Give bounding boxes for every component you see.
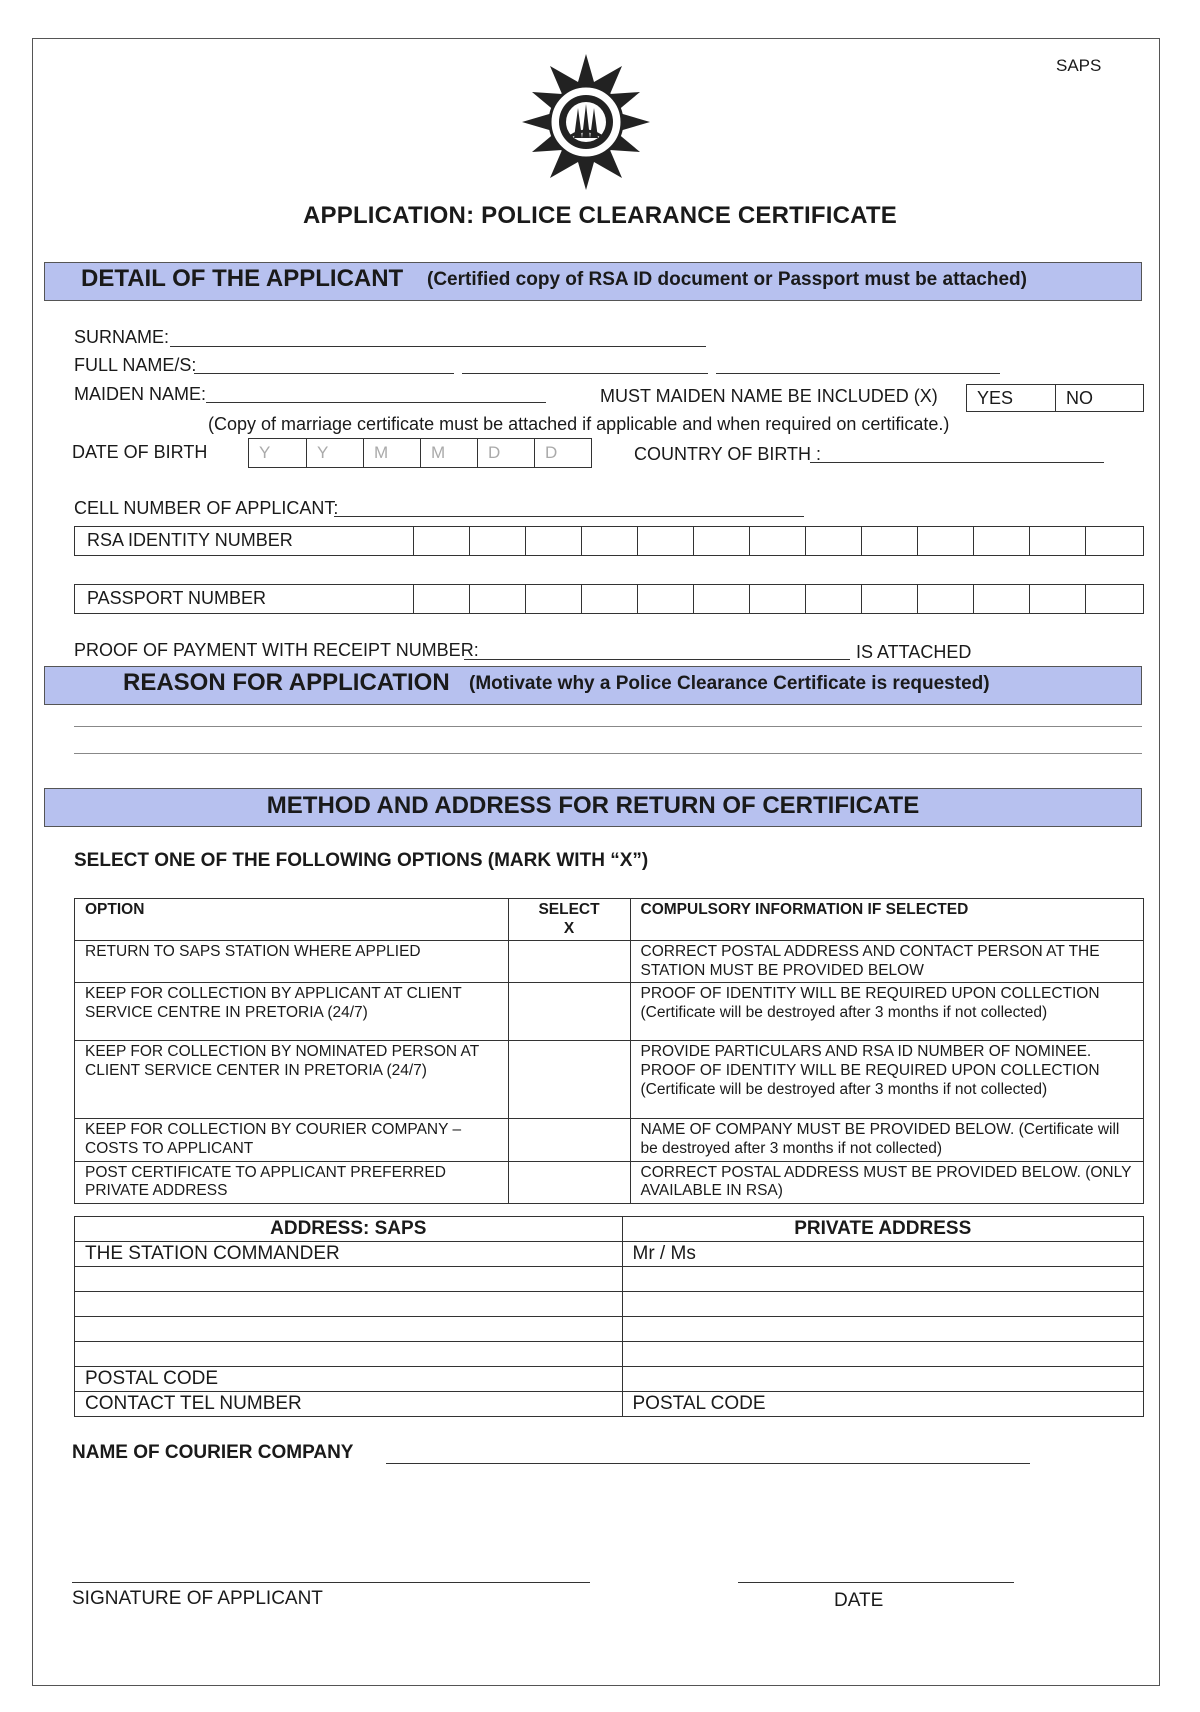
private-address-line[interactable]: [622, 1292, 1144, 1317]
applicant-band-note: (Certified copy of RSA ID document or Passport must be attached): [427, 269, 1027, 290]
private-address-line[interactable]: [622, 1342, 1144, 1367]
select-header: [508, 899, 630, 941]
maiden-name-field[interactable]: [206, 402, 546, 403]
reason-band-note: (Motivate why a Police Clearance Certificate is requested): [469, 673, 990, 694]
saps-address-line[interactable]: [75, 1267, 623, 1292]
option-header: OPTION: [75, 899, 509, 941]
options-header-row: [75, 899, 1144, 941]
address-header-row: [75, 1217, 1144, 1242]
info-text: NAME OF COMPANY MUST BE PROVIDED BELOW. (Certificate will be destroyed after 3 months if not collected): [630, 1119, 1144, 1161]
address-row: [75, 1392, 1144, 1417]
passport-number-label: PASSPORT NUMBER: [87, 588, 267, 608]
id-digit-box[interactable]: [861, 527, 917, 555]
station-commander-cell: THE STATION COMMANDER: [75, 1242, 623, 1267]
id-digit-box[interactable]: [805, 527, 861, 555]
table-row: [75, 1119, 1144, 1161]
id-digit-box[interactable]: [1029, 527, 1085, 555]
saps-address-header: ADDRESS: SAPS: [75, 1217, 623, 1242]
applicant-section-band: [44, 262, 1142, 301]
contact-tel-cell[interactable]: CONTACT TEL NUMBER: [75, 1392, 623, 1417]
private-address-line[interactable]: [622, 1367, 1144, 1392]
id-digit-box[interactable]: [413, 527, 469, 555]
saps-postal-code-cell[interactable]: POSTAL CODE: [75, 1367, 623, 1392]
reason-band-title: REASON FOR APPLICATION: [123, 669, 450, 696]
courier-label: NAME OF COURIER COMPANY: [72, 1442, 354, 1463]
applicant-band-title: DETAIL OF THE APPLICANT: [81, 265, 404, 292]
select-cell[interactable]: [508, 1119, 630, 1161]
table-row: [75, 983, 1144, 1041]
passport-digit-box[interactable]: [525, 585, 581, 613]
passport-digit-box[interactable]: [861, 585, 917, 613]
saps-address-line[interactable]: [75, 1317, 623, 1342]
id-number-row: [74, 526, 1144, 556]
dob-day-box[interactable]: D: [534, 439, 591, 467]
info-header: COMPULSORY INFORMATION IF SELECTED: [630, 899, 1144, 941]
dob-month-box[interactable]: M: [420, 439, 477, 467]
marriage-note: (Copy of marriage certificate must be attached if applicable and when required on certificate.): [208, 414, 950, 434]
dob-label: DATE OF BIRTH: [72, 442, 208, 462]
payment-label: PROOF OF PAYMENT WITH RECEIPT NUMBER:: [74, 640, 479, 660]
table-row: [75, 941, 1144, 983]
passport-digit-box[interactable]: [917, 585, 973, 613]
full-name-field-3[interactable]: [716, 373, 1000, 374]
receipt-number-field[interactable]: [464, 659, 850, 660]
id-digit-box[interactable]: [637, 527, 693, 555]
option-text: KEEP FOR COLLECTION BY COURIER COMPANY – COSTS TO APPLICANT: [75, 1119, 509, 1161]
method-instruction: SELECT ONE OF THE FOLLOWING OPTIONS (MARK WITH “X”): [74, 850, 649, 871]
info-text: PROOF OF IDENTITY WILL BE REQUIRED UPON COLLECTION (Certificate will be destroyed after 3 months if not collected): [630, 983, 1144, 1041]
cell-number-field[interactable]: [334, 516, 804, 517]
select-cell[interactable]: [508, 1041, 630, 1119]
maiden-yes-no-boxes: [966, 384, 1144, 412]
passport-digit-box[interactable]: [1085, 585, 1141, 613]
private-address-line[interactable]: [622, 1267, 1144, 1292]
maiden-no-box[interactable]: NO: [1055, 385, 1143, 411]
passport-number-row: [74, 584, 1144, 614]
passport-digit-box[interactable]: [805, 585, 861, 613]
id-digit-box[interactable]: [917, 527, 973, 555]
saps-corner-label: SAPS: [1056, 56, 1102, 75]
id-digit-box[interactable]: [749, 527, 805, 555]
passport-digit-box[interactable]: [469, 585, 525, 613]
signature-line[interactable]: [72, 1582, 590, 1583]
passport-digit-box[interactable]: [693, 585, 749, 613]
option-text: KEEP FOR COLLECTION BY NOMINATED PERSON AT CLIENT SERVICE CENTER IN PRETORIA (24/7): [75, 1041, 509, 1119]
private-address-header: PRIVATE ADDRESS: [622, 1217, 1144, 1242]
reason-section-band: [44, 666, 1142, 705]
reason-line-2[interactable]: [74, 753, 1142, 754]
id-digit-box[interactable]: [525, 527, 581, 555]
address-row: [75, 1317, 1144, 1342]
saps-address-line[interactable]: [75, 1342, 623, 1367]
id-digit-box[interactable]: [693, 527, 749, 555]
full-name-field-2[interactable]: [462, 373, 708, 374]
select-header-label: SELECT: [538, 901, 600, 918]
id-digit-box[interactable]: [581, 527, 637, 555]
passport-digit-box[interactable]: [973, 585, 1029, 613]
dob-year-box[interactable]: Y: [259, 443, 271, 462]
date-label: DATE: [834, 1590, 884, 1611]
payment-suffix: IS ATTACHED: [856, 642, 972, 662]
option-text: RETURN TO SAPS STATION WHERE APPLIED: [75, 941, 509, 983]
select-header-mark: X: [563, 919, 575, 937]
passport-digit-box[interactable]: [749, 585, 805, 613]
country-of-birth-field[interactable]: [810, 462, 1104, 463]
table-row: [75, 1161, 1144, 1203]
dob-month-box[interactable]: M: [363, 439, 420, 467]
options-table: [74, 898, 1144, 1204]
courier-company-field[interactable]: [386, 1463, 1030, 1464]
full-names-label: FULL NAME/S:: [74, 355, 197, 375]
id-number-label: RSA IDENTITY NUMBER: [87, 530, 293, 550]
full-name-field-1[interactable]: [194, 373, 454, 374]
maiden-yes-box[interactable]: YES: [977, 388, 1014, 408]
maiden-name-label: MAIDEN NAME:: [74, 384, 207, 404]
passport-digit-box[interactable]: [637, 585, 693, 613]
dob-boxes: [248, 438, 592, 468]
info-text: PROVIDE PARTICULARS AND RSA ID NUMBER OF NOMINEE. PROOF OF IDENTITY WILL BE REQUIRED UPON COLLECTION (Certificate will be destroyed after 3 months if not collected): [630, 1041, 1144, 1119]
saps-star-emblem-icon: [516, 52, 656, 192]
form-title: APPLICATION: POLICE CLEARANCE CERTIFICATE: [303, 202, 897, 229]
address-row: [75, 1342, 1144, 1367]
id-digit-box[interactable]: [469, 527, 525, 555]
address-row: [75, 1292, 1144, 1317]
cell-number-label: CELL NUMBER OF APPLICANT:: [74, 498, 339, 518]
private-address-line[interactable]: [622, 1317, 1144, 1342]
maiden-question: MUST MAIDEN NAME BE INCLUDED (X): [600, 386, 938, 406]
id-digit-box[interactable]: [1085, 527, 1141, 555]
mr-ms-cell[interactable]: Mr / Ms: [622, 1242, 1144, 1267]
dob-year-box[interactable]: Y: [306, 439, 363, 467]
select-cell[interactable]: [508, 1161, 630, 1203]
passport-digit-box[interactable]: [581, 585, 637, 613]
private-postal-code-cell[interactable]: POSTAL CODE: [622, 1392, 1144, 1417]
address-row: [75, 1267, 1144, 1292]
reason-line-1[interactable]: [74, 726, 1142, 727]
date-line[interactable]: [738, 1582, 1014, 1583]
info-text: CORRECT POSTAL ADDRESS MUST BE PROVIDED BELOW. (ONLY AVAILABLE IN RSA): [630, 1161, 1144, 1203]
select-cell[interactable]: [508, 941, 630, 983]
select-cell[interactable]: [508, 983, 630, 1041]
method-band-title: METHOD AND ADDRESS FOR RETURN OF CERTIFICATE: [266, 792, 920, 819]
passport-digit-box[interactable]: [413, 585, 469, 613]
address-table: [74, 1216, 1144, 1417]
info-text: CORRECT POSTAL ADDRESS AND CONTACT PERSON AT THE STATION MUST BE PROVIDED BELOW: [630, 941, 1144, 983]
id-digit-box[interactable]: [973, 527, 1029, 555]
address-row: [75, 1367, 1144, 1392]
dob-day-box[interactable]: D: [477, 439, 534, 467]
surname-label: SURNAME:: [74, 327, 170, 347]
saps-address-line[interactable]: [75, 1292, 623, 1317]
option-text: POST CERTIFICATE TO APPLICANT PREFERRED PRIVATE ADDRESS: [75, 1161, 509, 1203]
table-row: [75, 1041, 1144, 1119]
address-row: [75, 1242, 1144, 1267]
surname-field[interactable]: [170, 346, 706, 347]
option-text: KEEP FOR COLLECTION BY APPLICANT AT CLIENT SERVICE CENTRE IN PRETORIA (24/7): [75, 983, 509, 1041]
passport-digit-box[interactable]: [1029, 585, 1085, 613]
signature-label: SIGNATURE OF APPLICANT: [72, 1588, 323, 1609]
method-section-band: [44, 788, 1142, 827]
country-of-birth-label: COUNTRY OF BIRTH :: [634, 444, 822, 464]
